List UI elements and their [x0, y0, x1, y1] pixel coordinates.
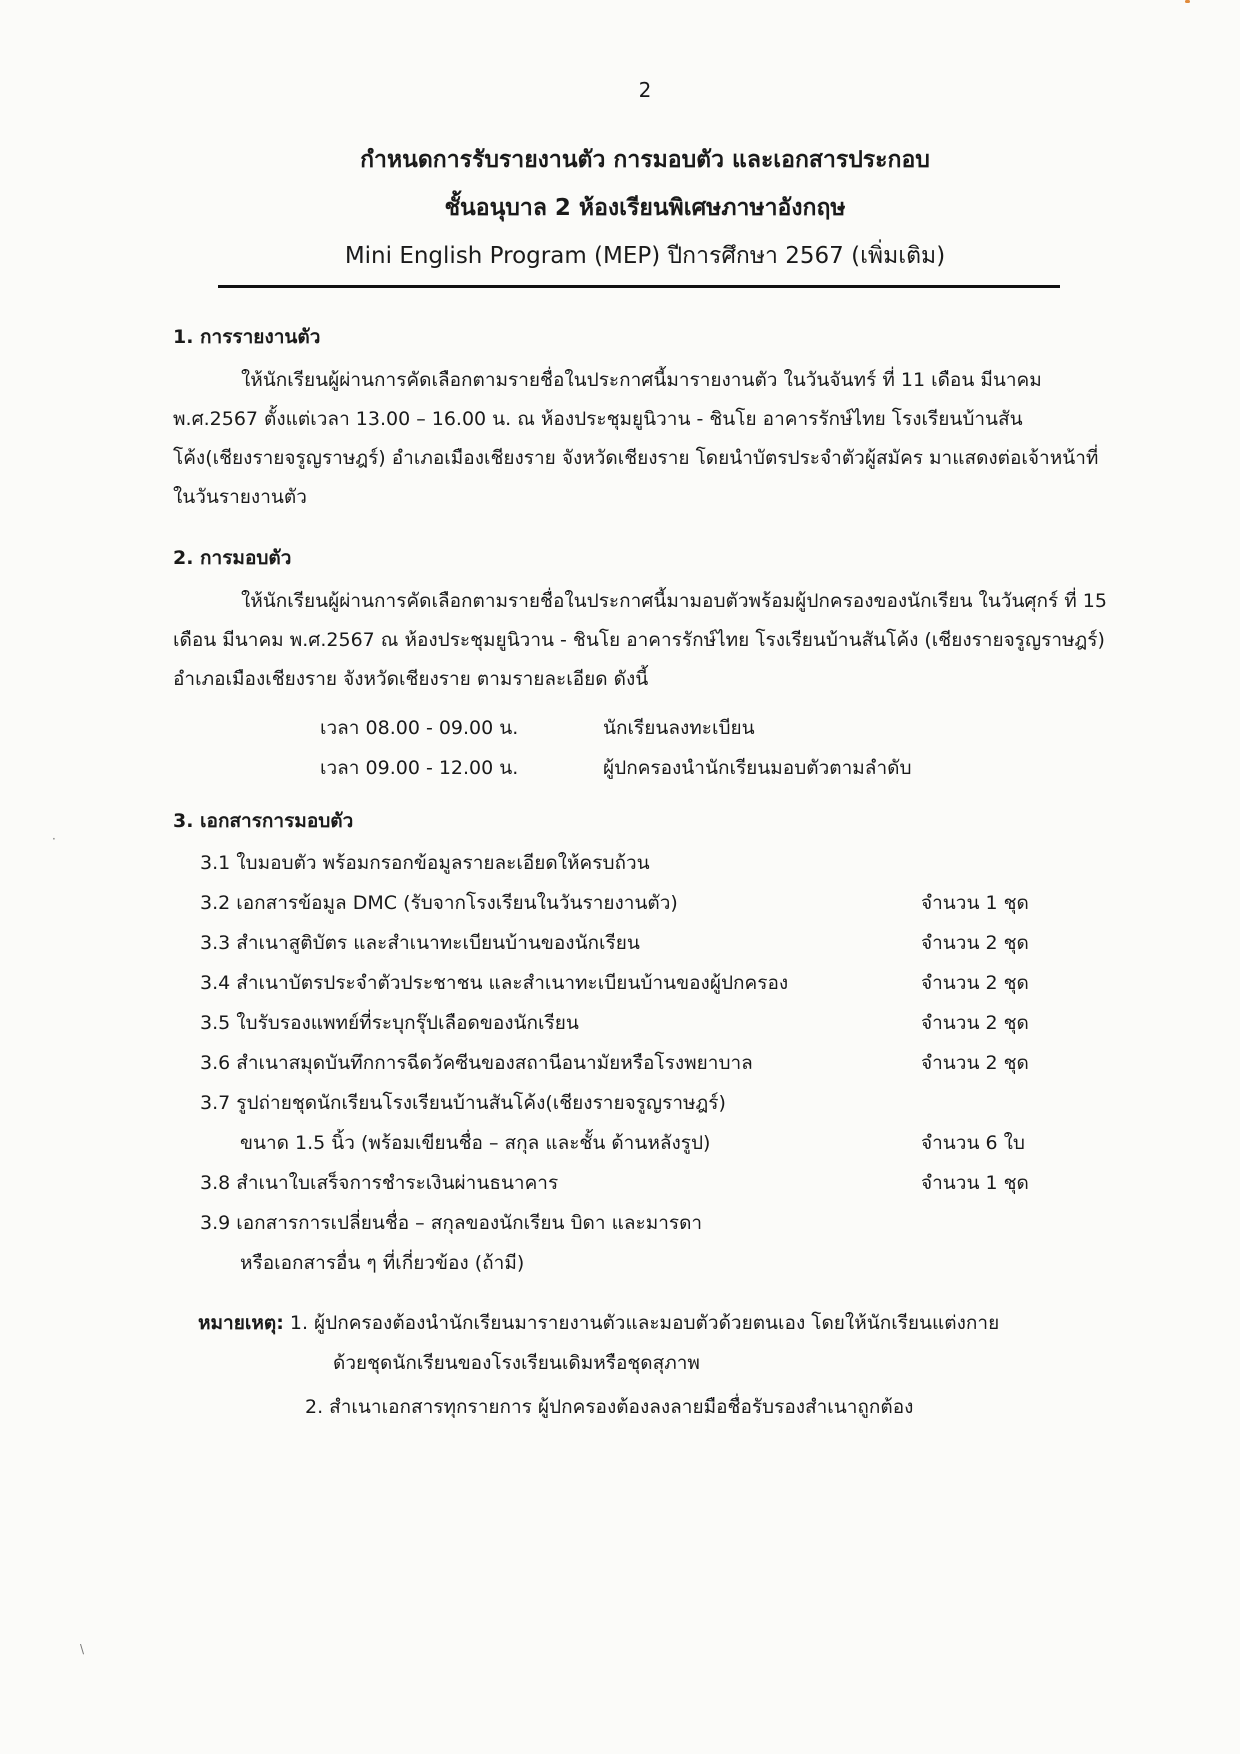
section2-heading: 2. การมอบตัว: [173, 547, 292, 569]
document-item-continued: ขนาด 1.5 นิ้ว (พร้อมเขียนชื่อ – สกุล และชั้น ด้านหลังรูป): [240, 1132, 711, 1154]
note-item-continued: ด้วยชุดนักเรียนของโรงเรียนเดิมหรือชุดสุภาพ: [333, 1352, 700, 1374]
document-item: 3.1 ใบมอบตัว พร้อมกรอกข้อมูลรายละเอียดให้ครบถ้วน: [200, 852, 650, 874]
document-item: 3.4 สำเนาบัตรประจำตัวประชาชน และสำเนาทะเบียนบ้านของผู้ปกครอง: [200, 972, 789, 994]
document-quantity: จำนวน 1 ชุด: [921, 892, 1029, 914]
scan-mark: [1185, 0, 1190, 3]
document-item-continued: หรือเอกสารอื่น ๆ ที่เกี่ยวข้อง (ถ้ามี): [240, 1252, 525, 1274]
document-item: 3.7 รูปถ่ายชุดนักเรียนโรงเรียนบ้านสันโค้ง(เชียงรายจรูญราษฎร์): [200, 1092, 726, 1114]
document-item: 3.8 สำเนาใบเสร็จการชำระเงินผ่านธนาคาร: [200, 1172, 559, 1194]
section1-heading: 1. การรายงานตัว: [173, 326, 321, 348]
page-number: 2: [638, 78, 652, 102]
document-item: 3.2 เอกสารข้อมูล DMC (รับจากโรงเรียนในวันรายงานตัว): [200, 892, 678, 914]
document-item: 3.3 สำเนาสูติบัตร และสำเนาทะเบียนบ้านของนักเรียน: [200, 932, 640, 954]
page-title-line1: กำหนดการรับรายงานตัว การมอบตัว และเอกสารประกอบ: [360, 147, 930, 173]
section2-body: [173, 582, 1115, 699]
document-item: 3.6 สำเนาสมุดบันทึกการฉีดวัคซีนของสถานีอนามัยหรือโรงพยาบาล: [200, 1052, 753, 1074]
section1-body: [173, 361, 1115, 517]
document-quantity: จำนวน 1 ชุด: [921, 1172, 1029, 1194]
section1-paragraph: ให้นักเรียนผู้ผ่านการคัดเลือกตามรายชื่อในประกาศนี้มารายงานตัว ในวันจันทร์ ที่ 11 เดือน มีนาคม พ.ศ.2567 ตั้งแต่เวลา 13.00 – 16.00 น. ณ ห้องประชุมยูนิวาน - ชินโย อาคารรักษ์ไทย โรงเรียนบ้านสันโค้ง(เชียงรายจรูญราษฎร์) อำเภอเมืองเชียงราย จังหวัดเชียงราย โดยนำบัตรประจำตัวผู้สมัคร มาแสดงต่อเจ้าหน้าที่ในวันรายงานตัว: [173, 369, 1099, 508]
document-item: 3.5 ใบรับรองแพทย์ที่ระบุกรุ๊ปเลือดของนักเรียน: [200, 1012, 579, 1034]
schedule-time: เวลา 08.00 - 09.00 น.: [320, 717, 519, 739]
document-quantity: จำนวน 2 ชุด: [921, 1052, 1029, 1074]
page-title-line3: Mini English Program (MEP) ปีการศึกษา 2567 (เพิ่มเติม): [344, 243, 946, 269]
schedule-time: เวลา 09.00 - 12.00 น.: [320, 757, 519, 779]
section3-heading: 3. เอกสารการมอบตัว: [173, 810, 354, 832]
title-divider: [218, 285, 1060, 288]
scan-speck: ·: [52, 832, 56, 846]
document-item: 3.9 เอกสารการเปลี่ยนชื่อ – สกุลของนักเรียน บิดา และมารดา: [200, 1212, 703, 1234]
scan-speck: \: [80, 1642, 85, 1656]
document-quantity: จำนวน 6 ใบ: [921, 1132, 1025, 1154]
document-quantity: จำนวน 2 ชุด: [921, 1012, 1029, 1034]
notes: [198, 1308, 999, 1338]
schedule-activity: นักเรียนลงทะเบียน: [603, 717, 755, 739]
document-quantity: จำนวน 2 ชุด: [921, 932, 1029, 954]
note-item: 2. สำเนาเอกสารทุกรายการ ผู้ปกครองต้องลงลายมือชื่อรับรองสำเนาถูกต้อง: [305, 1396, 914, 1418]
notes-label: หมายเหตุ:: [198, 1312, 284, 1334]
section2-paragraph: ให้นักเรียนผู้ผ่านการคัดเลือกตามรายชื่อในประกาศนี้มามอบตัวพร้อมผู้ปกครองของนักเรียน ในวันศุกร์ ที่ 15 เดือน มีนาคม พ.ศ.2567 ณ ห้องประชุมยูนิวาน - ชินโย อาคารรักษ์ไทย โรงเรียนบ้านสันโค้ง (เชียงรายจรูญราษฎร์) อำเภอเมืองเชียงราย จังหวัดเชียงราย ตามรายละเอียด ดังนี้: [173, 590, 1107, 690]
page-title-line2: ชั้นอนุบาล 2 ห้องเรียนพิเศษภาษาอังกฤษ: [444, 195, 846, 221]
note-item: 1. ผู้ปกครองต้องนำนักเรียนมารายงานตัวและมอบตัวด้วยตนเอง โดยให้นักเรียนแต่งกาย: [289, 1312, 1000, 1334]
document-quantity: จำนวน 2 ชุด: [921, 972, 1029, 994]
schedule-activity: ผู้ปกครองนำนักเรียนมอบตัวตามลำดับ: [603, 757, 912, 779]
